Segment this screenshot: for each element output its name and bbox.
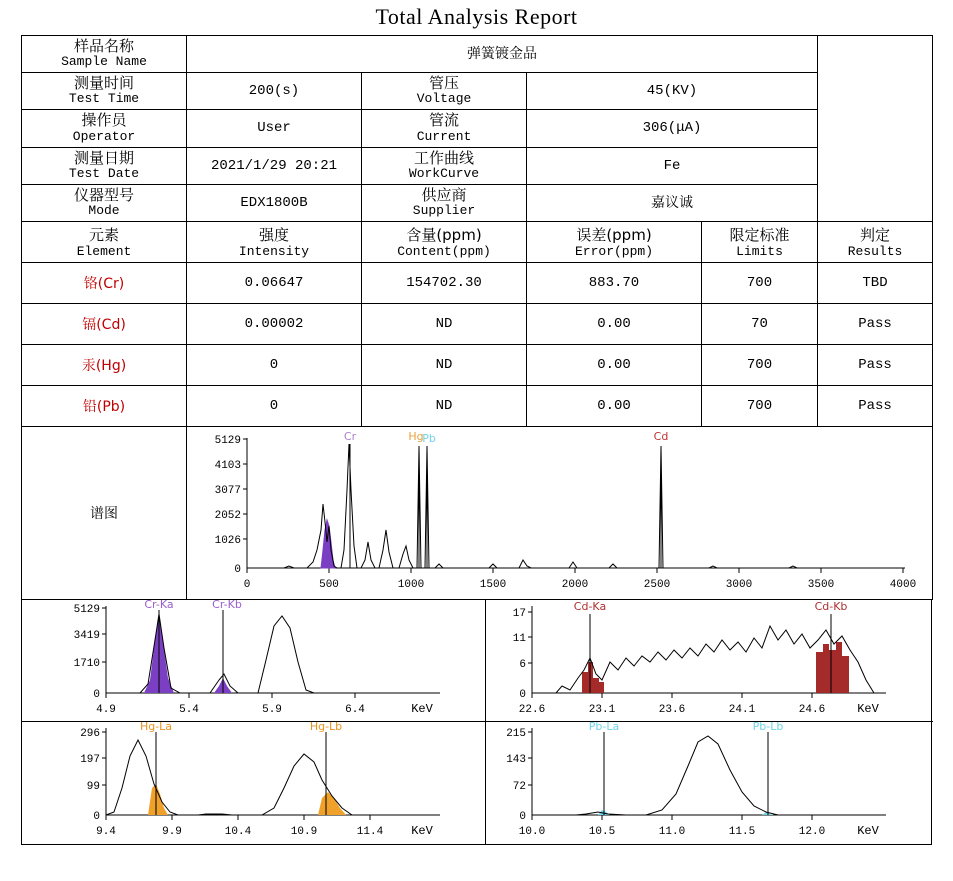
table-row xyxy=(22,147,933,184)
col-header-limits-cn: 限定标准 xyxy=(729,225,790,244)
chart-pb xyxy=(485,722,933,844)
table-row xyxy=(22,303,933,344)
cell-intensity: 0.00002 xyxy=(187,303,362,344)
cell-limits: 70 xyxy=(702,303,818,344)
table-row xyxy=(22,110,933,147)
cell-element: 镉(Cd) xyxy=(22,303,187,344)
cell-error: 0.00 xyxy=(527,303,702,344)
value-sample-name: 弹簧镀金品 xyxy=(187,36,818,73)
chart-cr-xtick-1: 5.4 xyxy=(179,703,199,716)
chart-cr xyxy=(22,600,485,722)
label-current xyxy=(362,110,527,147)
spectrum-chart xyxy=(189,430,929,596)
report-table xyxy=(21,35,933,600)
col-header-limits xyxy=(702,221,818,262)
chart-pb-ytick-1: 143 xyxy=(506,753,526,766)
table-row xyxy=(22,36,933,73)
table-row xyxy=(22,73,933,110)
svg-text:5129: 5129 xyxy=(214,434,241,447)
chart-hg-xtick-4: 11.4 xyxy=(356,825,384,838)
cell-limits: 700 xyxy=(702,385,818,426)
label-voltage xyxy=(362,73,527,110)
col-header-element-cn: 元素 xyxy=(88,225,119,244)
value-workcurve: Fe xyxy=(527,147,818,184)
chart-cr-label-kb: Cr-Kb xyxy=(212,599,242,611)
col-header-intensity xyxy=(187,221,362,262)
cell-content: ND xyxy=(362,303,527,344)
col-header-error-en: Error(ppm) xyxy=(574,243,653,259)
chart-pb-ytick-2: 72 xyxy=(512,780,526,793)
value-test-time: 200(s) xyxy=(187,73,362,110)
svg-text:3000: 3000 xyxy=(725,578,753,591)
cell-intensity: 0 xyxy=(187,385,362,426)
table-row xyxy=(22,385,933,426)
label-supplier-en: Supplier xyxy=(412,203,476,218)
label-workcurve xyxy=(362,147,527,184)
label-operator-en: Operator xyxy=(72,128,136,144)
cell-limits: 700 xyxy=(702,262,818,303)
chart-hg-xtick-2: 10.4 xyxy=(224,825,252,838)
cell-result: Pass xyxy=(818,385,933,426)
chart-cr-xtick-2: 5.9 xyxy=(262,703,282,716)
col-header-results-en: Results xyxy=(847,243,903,259)
col-header-error xyxy=(527,221,702,262)
col-header-results xyxy=(818,221,933,262)
label-test-time-en: Test Time xyxy=(68,91,140,107)
chart-cr-xtick-0: 4.9 xyxy=(96,703,116,716)
chart-pb-xtick-0: 10.0 xyxy=(518,825,546,838)
chart-hg-ytick-2: 99 xyxy=(86,780,100,793)
cell-result: Pass xyxy=(818,344,933,385)
spectrum-marker-cr: Cr xyxy=(343,429,357,443)
chart-cd-label-kb: Cd-Kb xyxy=(814,599,848,613)
chart-cr-ytick-1: 3419 xyxy=(73,629,100,642)
chart-hg-xtick-0: 9.4 xyxy=(96,825,116,838)
label-voltage-en: Voltage xyxy=(416,91,472,107)
col-header-element xyxy=(22,221,187,262)
chart-pb-unit: KeV xyxy=(857,823,879,838)
label-current-en: Current xyxy=(416,128,472,144)
spectrum-label: 谱图 xyxy=(22,426,187,599)
svg-text:4000: 4000 xyxy=(889,578,917,591)
svg-text:3077: 3077 xyxy=(214,484,241,497)
chart-hg-ytick-1: 197 xyxy=(80,753,100,766)
chart-cd-label-ka: Cd-Ka xyxy=(573,599,607,613)
svg-text:1000: 1000 xyxy=(397,578,425,591)
chart-hg-label-la: Hg-La xyxy=(139,721,173,733)
chart-pb-label-la: Pb-La xyxy=(588,721,620,733)
chart-hg-unit: KeV xyxy=(411,823,433,838)
chart-pb-ytick-0: 215 xyxy=(506,727,526,740)
detail-charts-grid xyxy=(21,600,932,845)
label-voltage-cn: 管压 xyxy=(428,74,459,93)
label-test-date-en: Test Date xyxy=(68,165,140,181)
table-row xyxy=(22,344,933,385)
spectrum-chart-cell xyxy=(187,426,933,599)
col-header-content xyxy=(362,221,527,262)
label-sample-name-en: Sample Name xyxy=(61,54,147,70)
sample-image-cell xyxy=(818,36,933,222)
spectrum-marker-pb: Pb xyxy=(422,431,436,445)
svg-text:0: 0 xyxy=(243,578,251,591)
label-test-date-cn: 测量日期 xyxy=(73,148,134,167)
spectrum-row xyxy=(22,426,933,599)
cell-intensity: 0.06647 xyxy=(187,262,362,303)
chart-cd-unit: KeV xyxy=(857,701,879,716)
label-operator-cn: 操作员 xyxy=(81,111,127,130)
col-header-limits-en: Limits xyxy=(736,243,783,259)
chart-hg xyxy=(22,722,485,844)
spectrum-marker-hg: Hg xyxy=(408,429,424,443)
table-row xyxy=(22,262,933,303)
value-operator: User xyxy=(187,110,362,147)
svg-text:3500: 3500 xyxy=(807,578,835,591)
cell-error: 0.00 xyxy=(527,385,702,426)
cell-element: 汞(Hg) xyxy=(22,344,187,385)
chart-cd-ytick-1: 11 xyxy=(512,632,526,645)
label-test-time-cn: 测量时间 xyxy=(73,74,134,93)
cell-content: 154702.30 xyxy=(362,262,527,303)
label-test-date xyxy=(22,147,187,184)
page-title: Total Analysis Report xyxy=(375,4,578,29)
value-current: 306(μA) xyxy=(527,110,818,147)
table-row xyxy=(22,184,933,221)
chart-cd-xtick-0: 22.6 xyxy=(518,703,546,716)
col-header-results-cn: 判定 xyxy=(859,225,890,244)
col-header-intensity-en: Intensity xyxy=(238,243,310,259)
value-voltage: 45(KV) xyxy=(527,73,818,110)
svg-text:4103: 4103 xyxy=(214,459,241,472)
chart-pb-ytick-3: 0 xyxy=(519,810,526,823)
chart-cd-ytick-2: 6 xyxy=(519,658,526,671)
cell-content: ND xyxy=(362,385,527,426)
value-mode: EDX1800B xyxy=(187,184,362,221)
cell-error: 883.70 xyxy=(527,262,702,303)
svg-text:0: 0 xyxy=(234,563,241,576)
chart-cr-label-ka: Cr-Ka xyxy=(144,599,174,611)
col-header-content-cn: 含量(ppm) xyxy=(406,225,482,244)
label-mode xyxy=(22,184,187,221)
svg-text:1026: 1026 xyxy=(214,534,241,547)
chart-cd-xtick-3: 24.1 xyxy=(728,703,756,716)
col-header-content-en: Content(ppm) xyxy=(397,243,491,259)
spectrum-marker-cd: Cd xyxy=(653,429,669,443)
chart-cd xyxy=(485,600,933,722)
chart-hg-label-lb: Hg-Lb xyxy=(309,721,343,733)
chart-hg-ytick-3: 0 xyxy=(93,810,100,823)
chart-pb-xtick-4: 12.0 xyxy=(798,825,826,838)
svg-text:500: 500 xyxy=(319,578,339,591)
chart-cr-ytick-0: 5129 xyxy=(73,603,100,616)
col-header-element-en: Element xyxy=(76,243,132,259)
label-mode-cn: 仪器型号 xyxy=(73,185,134,204)
cell-result: TBD xyxy=(818,262,933,303)
svg-text:2052: 2052 xyxy=(214,509,241,522)
label-test-time xyxy=(22,73,187,110)
label-sample-name-cn: 样品名称 xyxy=(73,37,134,55)
chart-cr-xtick-3: 6.4 xyxy=(345,703,365,716)
chart-hg-xtick-3: 10.9 xyxy=(290,825,318,838)
label-workcurve-en: WorkCurve xyxy=(408,165,480,181)
cell-element: 铬(Cr) xyxy=(22,262,187,303)
chart-cd-xtick-2: 23.6 xyxy=(658,703,686,716)
label-workcurve-cn: 工作曲线 xyxy=(413,148,474,167)
chart-cd-xtick-4: 24.6 xyxy=(798,703,826,716)
col-header-error-cn: 误差(ppm) xyxy=(576,225,652,244)
chart-hg-xtick-1: 9.9 xyxy=(162,825,182,838)
label-supplier-cn: 供应商 xyxy=(421,185,467,204)
cell-intensity: 0 xyxy=(187,344,362,385)
label-sample-name xyxy=(22,36,187,73)
cell-content: ND xyxy=(362,344,527,385)
chart-cd-ytick-0: 17 xyxy=(512,607,526,620)
cell-result: Pass xyxy=(818,303,933,344)
chart-pb-xtick-2: 11.0 xyxy=(658,825,686,838)
label-operator xyxy=(22,110,187,147)
results-header-row xyxy=(22,221,933,262)
cell-error: 0.00 xyxy=(527,344,702,385)
svg-text:1500: 1500 xyxy=(479,578,507,591)
label-current-cn: 管流 xyxy=(428,111,459,130)
chart-hg-ytick-0: 296 xyxy=(80,727,100,740)
chart-cr-unit: KeV xyxy=(411,701,433,716)
col-header-intensity-cn: 强度 xyxy=(258,225,289,244)
chart-cd-ytick-3: 0 xyxy=(519,688,526,701)
svg-text:2500: 2500 xyxy=(643,578,671,591)
chart-pb-xtick-1: 10.5 xyxy=(588,825,616,838)
cell-element: 铅(Pb) xyxy=(22,385,187,426)
chart-pb-xtick-3: 11.5 xyxy=(728,825,756,838)
label-mode-en: Mode xyxy=(88,203,120,218)
value-supplier: 嘉议诚 xyxy=(527,184,818,221)
chart-cr-ytick-2: 1710 xyxy=(73,657,100,670)
chart-cr-ytick-3: 0 xyxy=(93,688,100,701)
label-supplier xyxy=(362,184,527,221)
value-test-date: 2021/1/29 20:21 xyxy=(187,147,362,184)
chart-pb-label-lb: Pb-Lb xyxy=(752,721,784,733)
svg-text:2000: 2000 xyxy=(561,578,589,591)
cell-limits: 700 xyxy=(702,344,818,385)
chart-cd-xtick-1: 23.1 xyxy=(588,703,616,716)
